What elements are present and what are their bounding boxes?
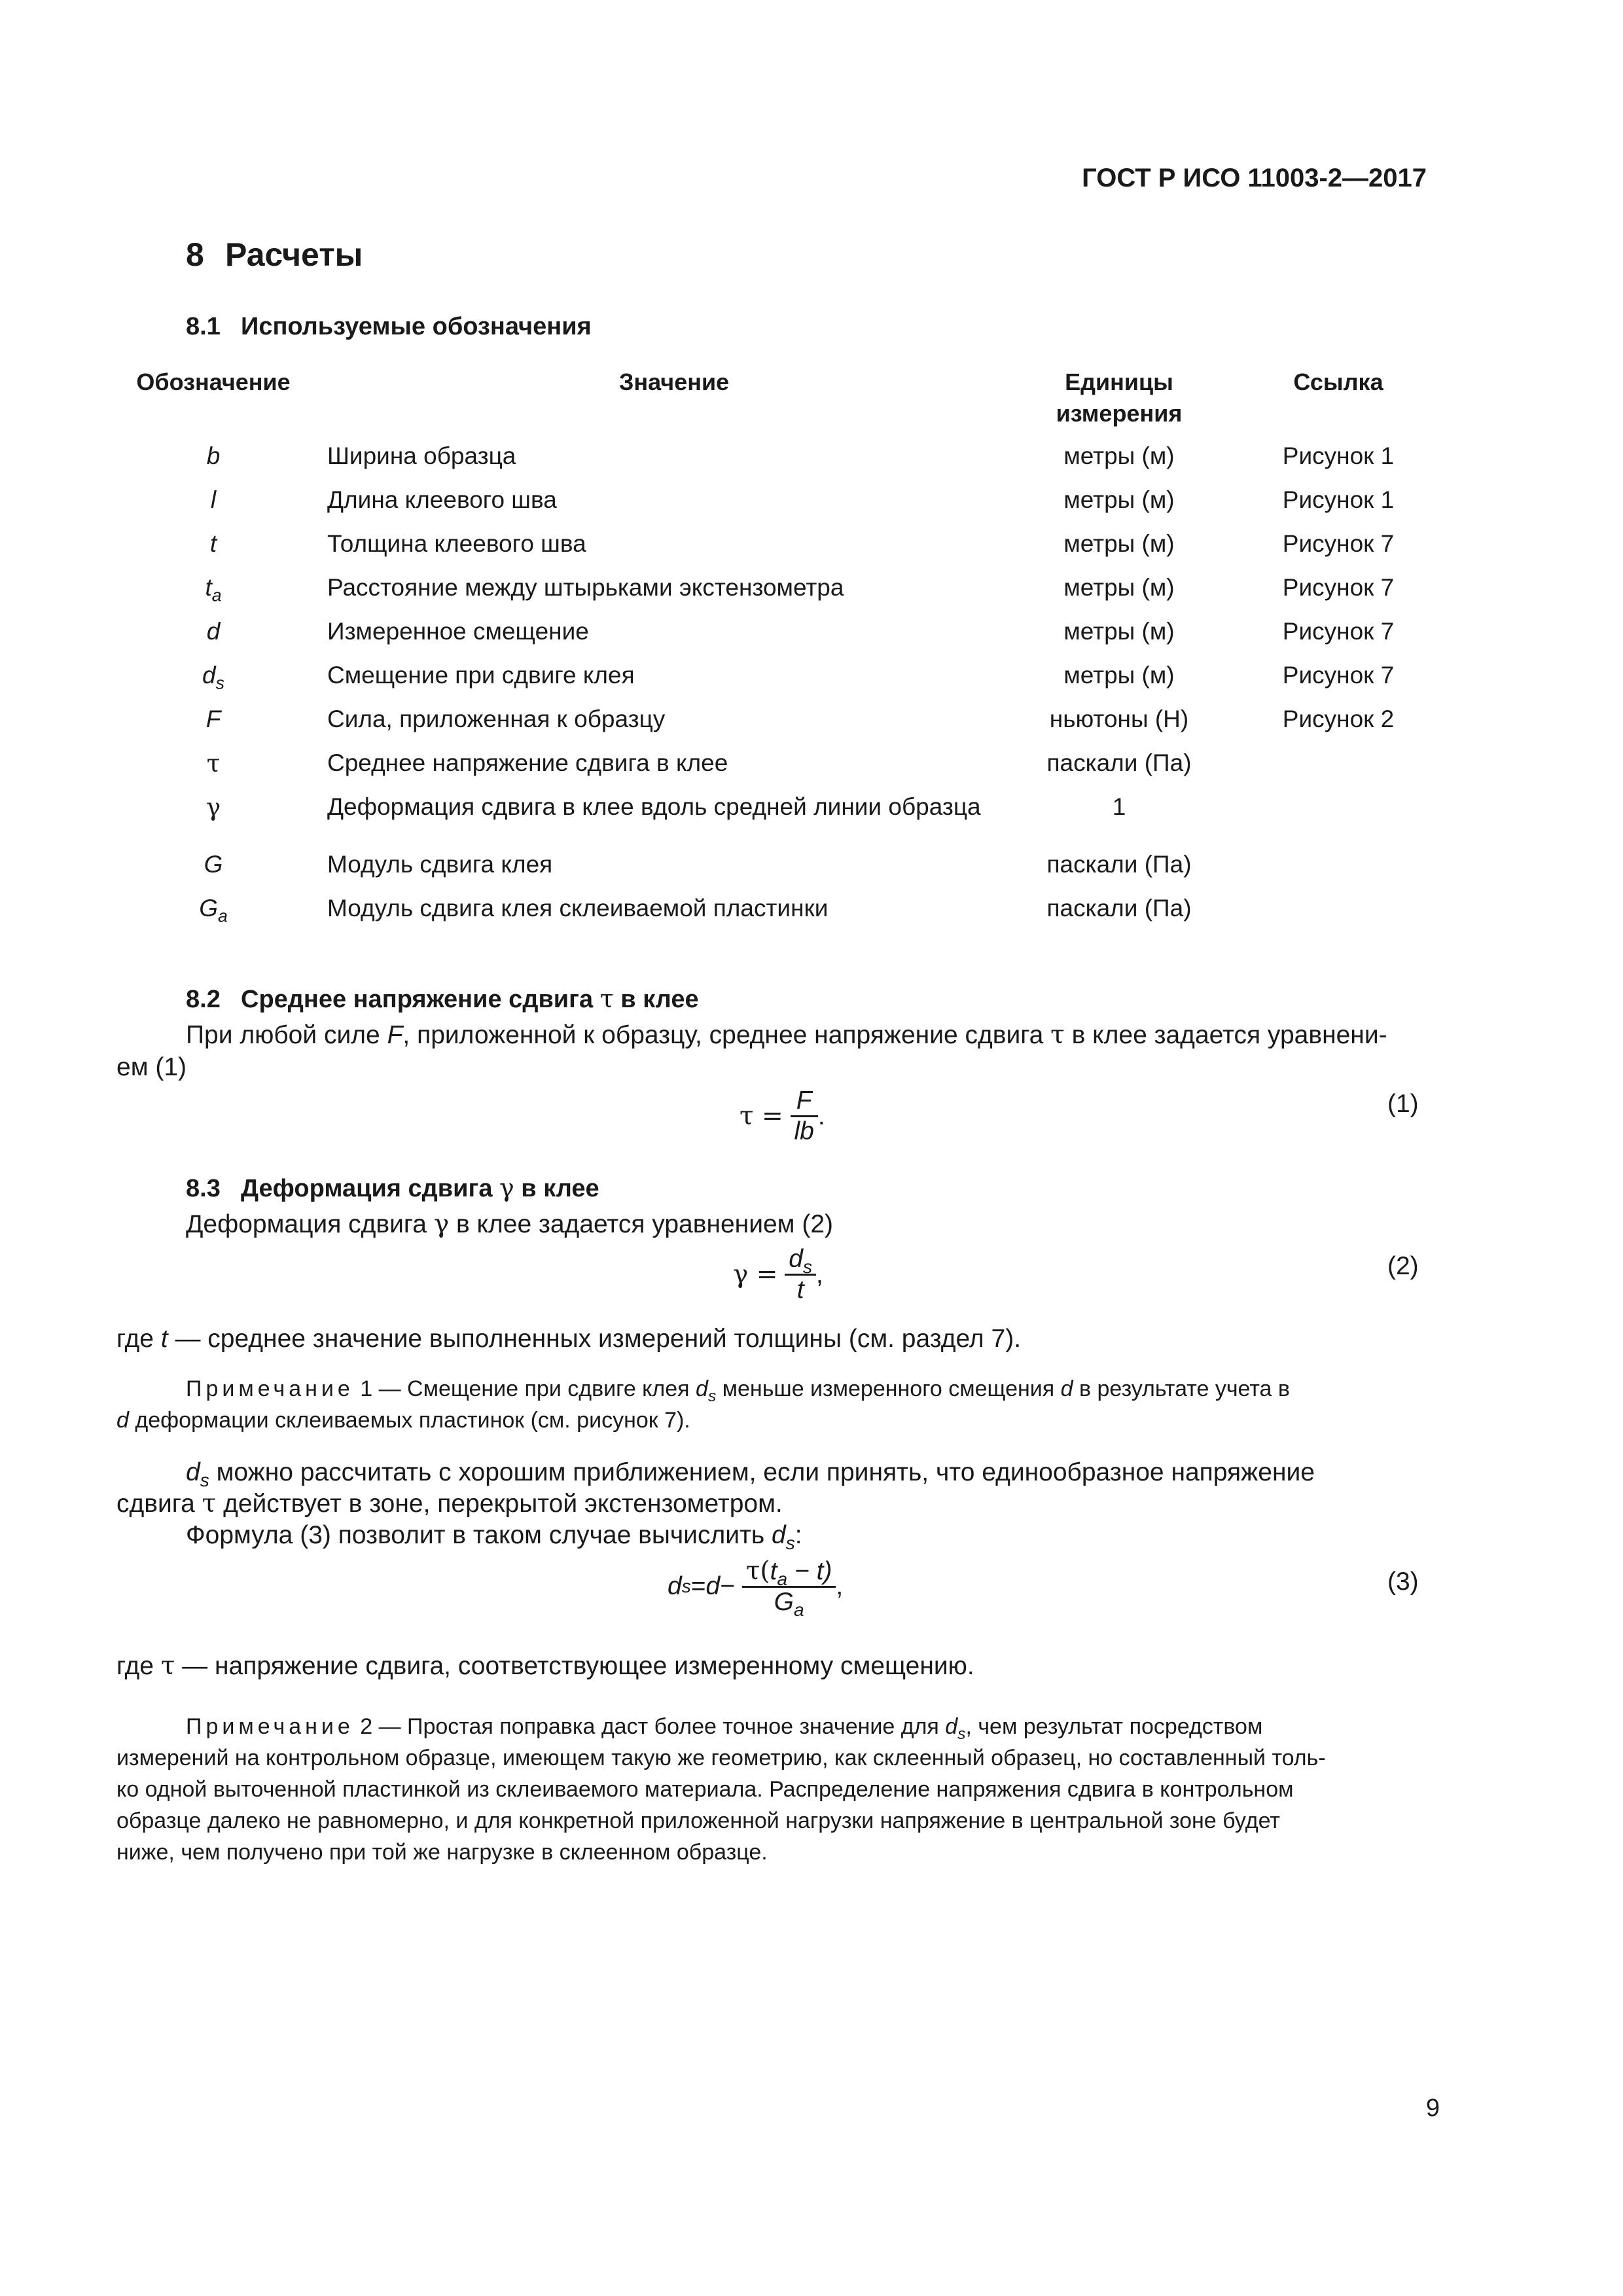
table-meaning: Сила, приложенная к образцу bbox=[327, 706, 666, 732]
table-symbol: $d_s$ bbox=[202, 662, 224, 693]
table-row bbox=[0, 442, 1623, 482]
table-ref: Рисунок 7 bbox=[1282, 530, 1395, 557]
table-ref: Рисунок 2 bbox=[1282, 706, 1395, 732]
table-units: паскали (Па) bbox=[1046, 851, 1192, 878]
table-row bbox=[0, 851, 1623, 890]
table-units: метры (м) bbox=[1063, 486, 1175, 513]
paragraph-ds-cont: сдвига τ действует в зоне, перекрытой экстензометром. bbox=[116, 1489, 783, 1518]
table-symbol: t bbox=[209, 530, 217, 557]
fraction: $\frac{\tau(t_a - t)}{G_a}$ bbox=[742, 1556, 836, 1617]
equation-number: (3) bbox=[1387, 1568, 1419, 1596]
table-symbol: τ bbox=[206, 749, 221, 778]
equation-number: (1) bbox=[1387, 1090, 1419, 1118]
table-units: паскали (Па) bbox=[1046, 749, 1192, 776]
subsection-8-1-heading: 8.1 Используемые обозначения bbox=[186, 313, 592, 340]
table-symbol: l bbox=[210, 486, 217, 513]
table-symbol: γ bbox=[205, 793, 221, 821]
equation-2: γ = $\frac{d_s}{t}$ , bbox=[733, 1245, 823, 1304]
page-number: 9 bbox=[1425, 2094, 1440, 2122]
table-units: метры (м) bbox=[1063, 618, 1175, 645]
paragraph-8-2-cont: ем (1) bbox=[116, 1053, 187, 1081]
table-row bbox=[0, 662, 1623, 701]
table-meaning: Длина клеевого шва bbox=[327, 486, 557, 513]
table-units: метры (м) bbox=[1063, 662, 1175, 689]
table-meaning: Модуль сдвига клея склеиваемой пластинки bbox=[327, 895, 829, 922]
table-symbol: G bbox=[204, 851, 223, 878]
note-2-line: ниже, чем получено при той же нагрузке в склеенном образце. bbox=[116, 1840, 768, 1865]
table-ref: Рисунок 7 bbox=[1282, 618, 1395, 645]
where-t-line: где t — среднее значение выполненных измерений толщины (см. раздел 7). bbox=[116, 1325, 1022, 1353]
table-symbol: $G_a$ bbox=[199, 895, 228, 926]
table-units: метры (м) bbox=[1063, 442, 1175, 469]
section-heading bbox=[186, 236, 363, 274]
table-symbol: F bbox=[205, 706, 221, 732]
table-symbol: $t_a$ bbox=[205, 574, 222, 605]
note-1: Примечание 1 — Смещение при сдвиге клея $d_s$ меньше измеренного смещения d в результате учета в bbox=[186, 1376, 1290, 1405]
paragraph-8-2: При любой силе F, приложенной к образцу, среднее напряжение сдвига τ в клее задается уравнени- bbox=[186, 1020, 1387, 1050]
section-title: Расчеты bbox=[225, 236, 363, 273]
note-2: Примечание 2 — Простая поправка даст более точное значение для $d_s$, чем результат посредством bbox=[186, 1714, 1263, 1743]
note-2-line: образце далеко не равномерно, и для конкретной приложенной нагрузки напряжение в центральной зоне будет bbox=[116, 1808, 1280, 1833]
table-meaning: Среднее напряжение сдвига в клее bbox=[327, 749, 728, 776]
table-row bbox=[0, 618, 1623, 657]
table-row bbox=[0, 530, 1623, 569]
table-ref: Рисунок 1 bbox=[1282, 486, 1395, 513]
table-row bbox=[0, 706, 1623, 745]
equation-3: d s = d − $\frac{\tau(t_a - t)}{G_a}$ , bbox=[668, 1556, 844, 1620]
table-header-symbol: Обозначение bbox=[136, 368, 291, 395]
table-units: метры (м) bbox=[1063, 530, 1175, 557]
table-ref: Рисунок 7 bbox=[1282, 574, 1395, 601]
paragraph-formula-3: Формула (3) позволит в таком случае вычислить $d_s$: bbox=[186, 1521, 802, 1553]
standard-designation: ГОСТ Р ИСО 11003-2—2017 bbox=[1082, 164, 1427, 192]
table-ref: Рисунок 1 bbox=[1282, 442, 1395, 469]
table-units: 1 bbox=[1112, 793, 1126, 820]
table-header-meaning: Значение bbox=[618, 368, 730, 395]
table-ref: Рисунок 7 bbox=[1282, 662, 1395, 689]
table-meaning: Смещение при сдвиге клея bbox=[327, 662, 635, 689]
subsection-8-3-heading: 8.3 Деформация сдвига γ в клее bbox=[186, 1174, 599, 1202]
where-tau-line: где τ — напряжение сдвига, соответствующее измеренному смещению. bbox=[116, 1651, 974, 1681]
paragraph-8-3: Деформация сдвига γ в клее задается уравнением (2) bbox=[186, 1210, 833, 1239]
section-number: 8 bbox=[186, 236, 204, 273]
table-meaning: Измеренное смещение bbox=[327, 618, 589, 645]
paragraph-ds: $d_s$ можно рассчитать с хорошим приближением, если принять, что единообразное напряжение bbox=[186, 1458, 1315, 1490]
table-row bbox=[0, 574, 1623, 613]
table-units: ньютоны (Н) bbox=[1049, 706, 1189, 732]
table-units: метры (м) bbox=[1063, 574, 1175, 601]
fraction: $\frac{d_s}{t}$ bbox=[785, 1245, 816, 1304]
table-symbol: b bbox=[206, 442, 221, 469]
table-meaning: Модуль сдвига клея bbox=[327, 851, 553, 878]
table-row bbox=[0, 793, 1623, 833]
table-meaning: Деформация сдвига в клее вдоль средней линии образца bbox=[327, 793, 981, 820]
table-header-ref: Ссылка bbox=[1293, 368, 1383, 395]
table-row bbox=[0, 486, 1623, 526]
table-units: паскали (Па) bbox=[1046, 895, 1192, 922]
table-meaning: Расстояние между штырьками экстензометра bbox=[327, 574, 844, 601]
table-meaning: Ширина образца bbox=[327, 442, 516, 469]
note-2-line: измерений на контрольном образце, имеющем такую же геометрию, как склеенный образец, но составленный толь- bbox=[116, 1746, 1326, 1770]
note-1-cont: d деформации склеиваемых пластинок (см. рисунок 7). bbox=[116, 1408, 690, 1433]
table-row bbox=[0, 895, 1623, 934]
table-meaning: Толщина клеевого шва bbox=[327, 530, 586, 557]
subsection-8-2-heading: 8.2 Среднее напряжение сдвига τ в клее bbox=[186, 984, 699, 1013]
equation-1: τ = $\frac{F}{lb}$ . bbox=[740, 1086, 825, 1145]
table-header-units: Единицы измерения bbox=[1056, 368, 1183, 427]
table-row bbox=[0, 749, 1623, 789]
fraction: $\frac{F}{lb}$ bbox=[791, 1086, 818, 1146]
equation-number: (2) bbox=[1387, 1252, 1419, 1280]
table-symbol: d bbox=[206, 618, 221, 645]
note-2-line: ко одной выточенной пластинкой из склеиваемого материала. Распределение напряжения сдвига в контрольном bbox=[116, 1777, 1294, 1802]
